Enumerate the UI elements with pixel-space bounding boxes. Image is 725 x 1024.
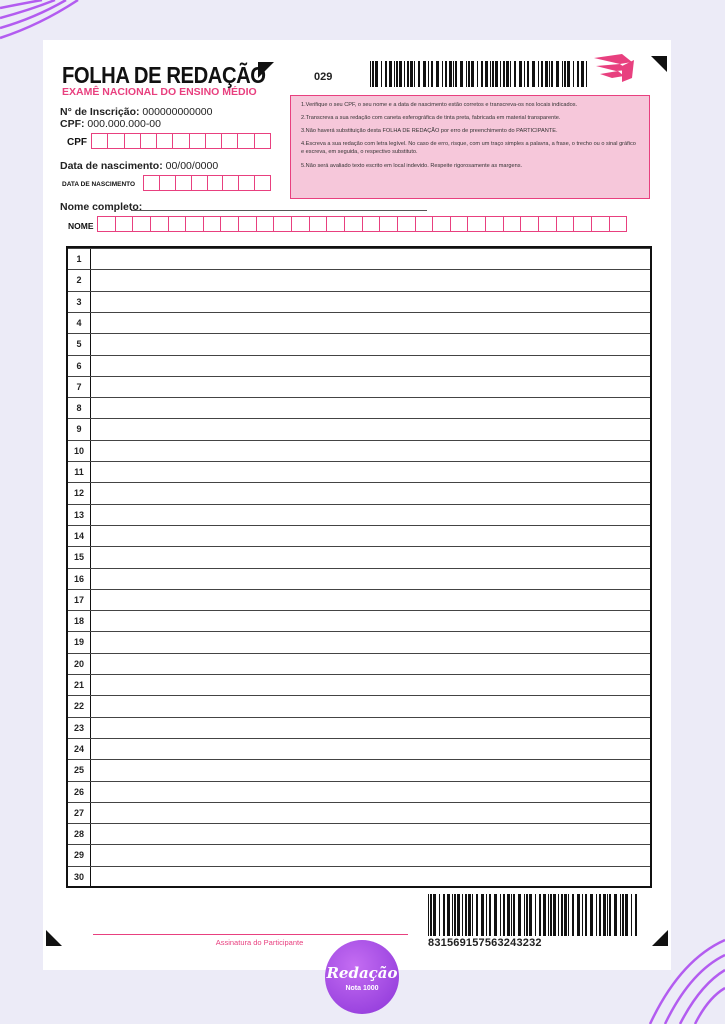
form-subtitle: EXAMÊ NACIONAL DO ENSINO MÉDIO bbox=[62, 86, 257, 98]
cpf-line bbox=[60, 118, 161, 130]
line-number: 16 bbox=[73, 573, 84, 584]
cpf-input-boxes[interactable] bbox=[91, 133, 271, 149]
inscricao-line bbox=[60, 106, 212, 118]
line-number: 19 bbox=[73, 637, 84, 648]
writing-line[interactable] bbox=[68, 695, 650, 717]
writing-line[interactable] bbox=[68, 333, 650, 355]
writing-line[interactable] bbox=[68, 653, 650, 675]
writing-line[interactable] bbox=[68, 568, 650, 590]
cpf-label: CPF: bbox=[60, 118, 85, 130]
line-number: 8 bbox=[76, 403, 82, 414]
writing-line[interactable] bbox=[68, 482, 650, 504]
line-number: 11 bbox=[74, 467, 84, 477]
barcode-top bbox=[370, 61, 590, 87]
nome-line bbox=[60, 201, 142, 213]
nascimento-line bbox=[60, 160, 218, 172]
writing-line[interactable] bbox=[68, 674, 650, 696]
writing-line[interactable] bbox=[68, 355, 650, 377]
writing-line[interactable] bbox=[68, 461, 650, 483]
corner-marker-top-right bbox=[651, 56, 667, 72]
writing-line[interactable] bbox=[68, 269, 650, 291]
line-number: 4 bbox=[76, 317, 82, 328]
line-number: 21 bbox=[73, 680, 84, 690]
writing-line[interactable] bbox=[68, 802, 650, 824]
line-number: 23 bbox=[73, 722, 84, 733]
nascimento-box-label: DATA DE NASCIMENTO bbox=[62, 181, 136, 188]
writing-line[interactable] bbox=[68, 291, 650, 313]
instruction-2: 2.Transcreva a sua redação com caneta esferográfica de tinta preta, fabricada em material transparente. bbox=[301, 115, 561, 122]
writing-line[interactable] bbox=[68, 866, 650, 888]
line-number: 13 bbox=[73, 509, 84, 520]
writing-line[interactable] bbox=[68, 823, 650, 845]
line-number: 24 bbox=[73, 743, 84, 754]
form-title: FOLHA DE REDAÇÃO bbox=[62, 62, 266, 88]
line-number: 26 bbox=[73, 786, 84, 797]
writing-line[interactable] bbox=[68, 738, 650, 760]
writing-line[interactable] bbox=[68, 525, 650, 547]
line-number: 14 bbox=[73, 530, 84, 541]
writing-line[interactable] bbox=[68, 546, 650, 568]
inscricao-value: 000000000000 bbox=[142, 106, 213, 118]
form-code: 029 bbox=[314, 71, 333, 83]
line-number: 28 bbox=[73, 829, 84, 840]
line-number: 1 bbox=[76, 254, 82, 264]
nome-underline bbox=[131, 210, 427, 211]
logo-sub: Nota 1000 bbox=[345, 985, 379, 992]
writing-line[interactable] bbox=[68, 440, 650, 462]
barcode-number: 831569157563243232 bbox=[428, 937, 542, 949]
corner-marker-bottom-right bbox=[652, 930, 668, 946]
nome-label: Nome completo: bbox=[60, 201, 143, 213]
writing-line[interactable] bbox=[68, 844, 650, 866]
nascimento-input-boxes[interactable] bbox=[143, 175, 271, 191]
writing-line[interactable] bbox=[68, 397, 650, 419]
line-number: 6 bbox=[76, 360, 82, 371]
line-number: 12 bbox=[73, 488, 84, 499]
writing-line[interactable] bbox=[68, 631, 650, 653]
writing-line[interactable] bbox=[68, 717, 650, 739]
instruction-3: 3.Não haverá substituição desta FOLHA DE REDAÇÃO por erro de preenchimento do PARTICIPANTE. bbox=[301, 128, 558, 135]
writing-line[interactable] bbox=[68, 376, 650, 398]
line-number: 30 bbox=[73, 871, 84, 882]
writing-line[interactable] bbox=[68, 610, 650, 632]
line-number: 5 bbox=[76, 339, 82, 350]
line-number: 15 bbox=[73, 552, 84, 563]
inscricao-label: N° de Inscrição: bbox=[60, 106, 140, 118]
writing-line[interactable] bbox=[68, 504, 650, 526]
cpf-value: 000.000.000-00 bbox=[87, 118, 161, 130]
line-number: 29 bbox=[73, 850, 84, 861]
nascimento-value: 00/00/0000 bbox=[165, 160, 219, 172]
nome-input-boxes[interactable] bbox=[97, 216, 627, 232]
cpf-box-label: CPF bbox=[67, 137, 87, 148]
nome-box-label: NOME bbox=[68, 221, 94, 231]
line-number: 17 bbox=[73, 594, 84, 605]
line-number: 10 bbox=[73, 445, 84, 456]
line-number: 7 bbox=[76, 381, 82, 392]
writing-line[interactable] bbox=[68, 312, 650, 334]
line-number: 9 bbox=[76, 424, 82, 435]
instruction-1: 1.Verifique o seu CPF, o seu nome e a data de nascimento estão corretos e transcreva-os nos locais indicados. bbox=[301, 102, 578, 108]
instruction-4: 4.Escreva a sua redação com letra legível. No caso de erro, risque, com um traço simples a palavra, a frase, o trecho ou o sinal gráfico e escreva, em seguida, o respectivo substituto. bbox=[301, 141, 636, 156]
signature-label: Assinatura do Participante bbox=[215, 938, 304, 947]
instruction-5: 5.Não será avaliado texto escrito em local indevido. Respeite rigorosamente as margens. bbox=[301, 162, 523, 169]
nascimento-label: Data de nascimento: bbox=[60, 160, 163, 172]
writing-line[interactable] bbox=[68, 248, 650, 270]
writing-line[interactable] bbox=[68, 589, 650, 611]
writing-line[interactable] bbox=[68, 781, 650, 803]
line-number: 27 bbox=[73, 807, 84, 818]
corner-marker-bottom-left bbox=[46, 930, 62, 946]
writing-line[interactable] bbox=[68, 759, 650, 781]
line-number: 20 bbox=[73, 658, 84, 669]
signature-line bbox=[93, 934, 408, 935]
line-number: 25 bbox=[73, 765, 84, 776]
line-number: 18 bbox=[73, 616, 84, 627]
barcode-bottom bbox=[428, 894, 638, 936]
writing-line[interactable] bbox=[68, 418, 650, 440]
line-number: 2 bbox=[76, 275, 82, 286]
brand-logo bbox=[325, 940, 399, 1014]
instructions-box bbox=[290, 95, 650, 199]
wing-logo-icon bbox=[592, 52, 636, 86]
line-number: 3 bbox=[76, 296, 82, 307]
line-number: 22 bbox=[73, 701, 84, 712]
writing-grid[interactable] bbox=[66, 246, 652, 888]
logo-name: Redação bbox=[326, 964, 398, 982]
